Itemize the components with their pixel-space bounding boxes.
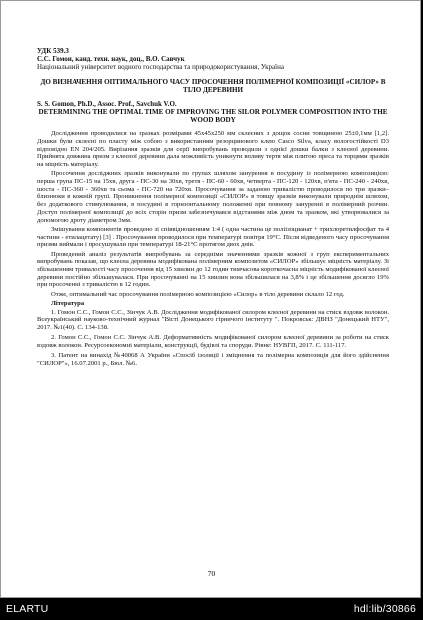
paragraph-2: Просочення досліджних зразків виконували по групах шляхом занурення в посудину із полімерною композицією: перша група ПС-15 на 15хв, друга - ПС-30 на 30хв, третя - ПС-60 - 60хв, четверта - ПС-120 - 120хв, п'ята - ПС-240 - 240хв, шоста - ПС-360 - 360хв та сьома - ПС-720 на 720хв. Просочування за заданою тривалістю проводилося по три зразки–близнюки в кожній групі. Проникнення полімерної композиції «СИЛОР» в товщу зразків виконували природнім шляхом, без додаткового стимулювання, в посудині в горизонтальному положенні при повному зануренні в полімерний розчин. Доступ полімерної композиції до всіх сторін призм забезпечувався відстанями між дном та зразком, які утворювалися за допомогою дроту діаметром 3мм.	[37, 170, 389, 224]
reference-1: 1. Гомон С.С., Гомон С.С., Зінчук А.В. Дослідження модифікованої силором клеєної деревини на стиск вздовж волокон. Всеукраїнський науково-технічний журнал "Вісті Донецького гірничого інституту ". Покровськ: ДВНЗ "Донецький НТУ", 2017. №1(40). С. 134-138.	[37, 308, 389, 332]
article-body	[37, 47, 389, 370]
paragraph-3: Змішування компонентів проведено зі співвідношенням 1:4 ( одна частина це поліізоцианат + трихлоретилфосфат та 4 частини - етилацетату) [3] . Просочування проводилося при температурі повітря 19°С. Після відведеного часу просочування призми виймали і просушували при температурі 18-21°С протягом двох днів.	[37, 225, 389, 249]
page-number: 70	[207, 569, 216, 578]
authors-ua: С.С. Гомон, канд. техн. наук, доц., В.О. Савчук	[37, 55, 185, 63]
paragraph-4: Проведений аналіз результатів випробувань за середніми значеннями зразків кожної з груп експериментальних випробувань показав, що клеєна деревина модифікована полімерним композитом «СИЛОР» збільшує міцність матеріалу. Зі збільшенням тривалості часу просочення від 15 хвилин до 12 годин тимчасова короткочасна міцність модифікованої клеєної деревини постійно збільшувалася. При просочуванні на 15 хвилин вона збільшилася на 3,8% і це збільшення досягло 19% при просоченні з тривалістю в 12 годин.	[37, 250, 389, 289]
references-heading: Література	[51, 299, 85, 307]
paragraph-5: Отже, оптимальний час просочування полімерною композицією «Силор» в тіло деревини склало 12 год.	[51, 290, 345, 298]
reference-2: 2. Гомон С.С., Гомон С.С. Зінчук А.В. Деформативність модифікованої силором клеєної деревини за роботи на стиск вздовж волокон. Ресурсоекономні матеріали, конструкції, будівлі та споруди. Рівне: НУВГП, 2017. С. 111-117.	[37, 334, 389, 350]
footer-handle: hdl:lib/30866	[353, 603, 416, 615]
authors-en: S. S. Gomon, Ph.D., Assoc. Prof., Savchuk V.O.	[37, 99, 177, 108]
affiliation: Національний університет водного господарства та природокористування, Україна	[37, 63, 284, 71]
title-ua: ДО ВИЗНАЧЕННЯ ОПТИМАЛЬНОГО ЧАСУ ПРОСОЧЕННЯ ПОЛІМЕРНОЇ КОМПОЗИЦІЇ «СИЛОР» В ТІЛО ДЕРЕВИНИ	[40, 78, 386, 95]
udc-code: УДК 539.3	[37, 47, 69, 55]
reference-3: 3. Патент на винахід №40068 А України «Спосіб ізоляції і зміцнення та полімерна композиція для його здійснення "СИЛОР"», 16.07.2001 р., Бюл. №6.	[37, 352, 389, 368]
title-en: DETERMINING THE OPTIMAL TIME OF IMPROVING THE SILOR POLYMER COMPOSITION INTO THE WOOD BODY	[38, 107, 388, 124]
paragraph-1: Дослідження проводилися на зразках розмірами 45х45х250 мм склеєних з дощок сосни товщиною 25±0,1мм [1,2]. Дошки були склеєні по пласту між собою з використанням резорцинового клею Casco Silva, класу вологостійкості D3 відповідно EN 204/205. Вирізання зразків для серії випробувань проводили з однієї дошки балки з клеєної деревини. Прийнята довжина призм з клеєної деревини дала можливість уникнути впливу тертя між плитою преса та торцями зразків на міцність матеріалу.	[37, 130, 389, 168]
footer-repository-name: ELARTU	[6, 603, 49, 615]
